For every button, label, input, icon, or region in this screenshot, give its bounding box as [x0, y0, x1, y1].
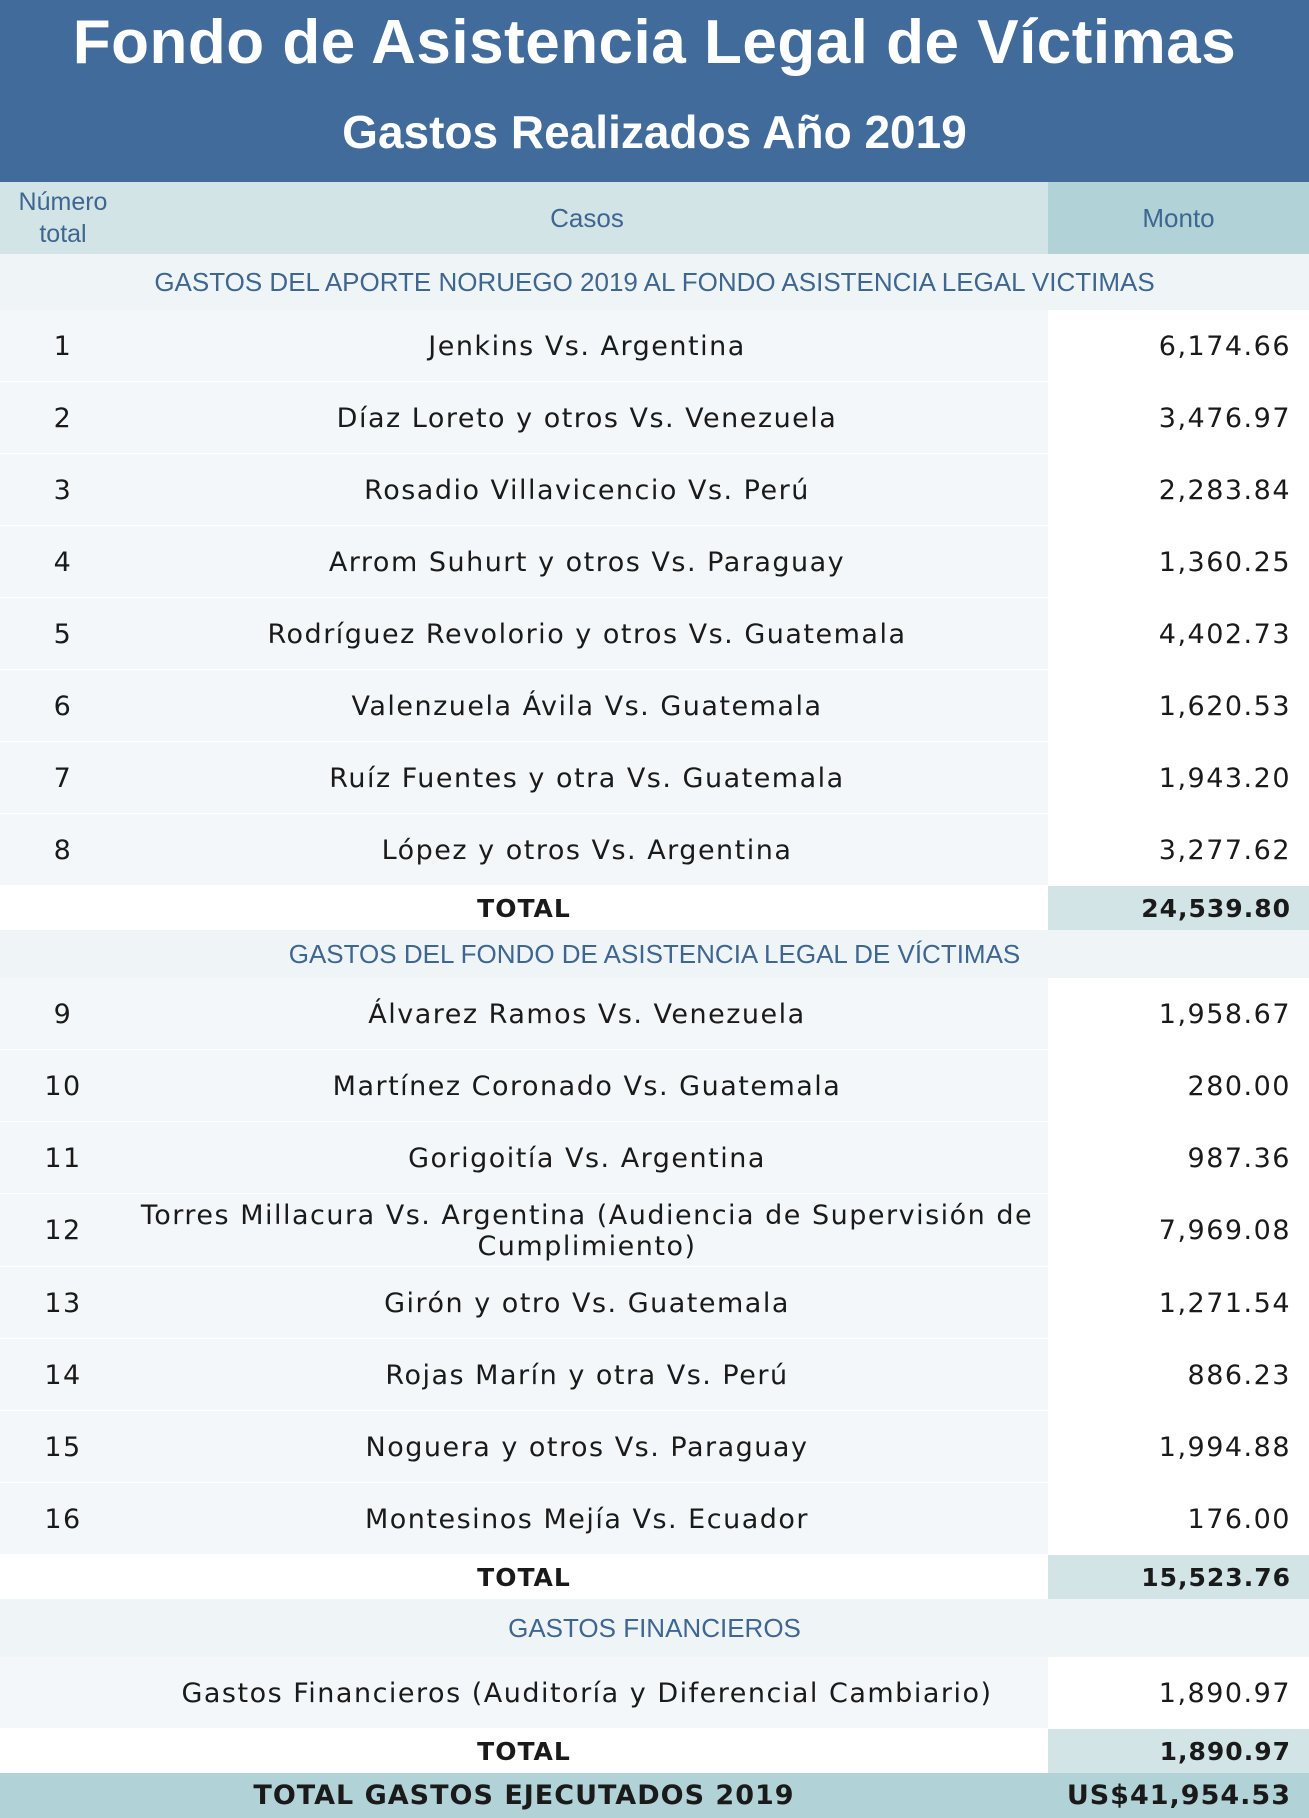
case-amount: 1,620.53: [1048, 670, 1309, 742]
case-name: Martínez Coronado Vs. Guatemala: [126, 1050, 1048, 1122]
table-row: [0, 1483, 1309, 1555]
section-title-row: [0, 1599, 1309, 1657]
case-number: 15: [0, 1411, 126, 1483]
table-row: [0, 670, 1309, 742]
page-subtitle: Gastos Realizados Año 2019: [342, 106, 967, 158]
case-name: Ruíz Fuentes y otra Vs. Guatemala: [126, 742, 1048, 814]
case-amount: 1,958.67: [1048, 978, 1309, 1050]
case-number: [0, 1657, 126, 1729]
case-amount: 1,360.25: [1048, 526, 1309, 598]
case-amount: 1,994.88: [1048, 1411, 1309, 1483]
column-header-number-line1: Número: [18, 188, 108, 216]
case-amount: 7,969.08: [1048, 1194, 1309, 1267]
table-row: [0, 598, 1309, 670]
section-total-row: [0, 1729, 1309, 1773]
column-header-cases: Casos: [126, 182, 1048, 254]
table-row: [0, 978, 1309, 1050]
case-number: 13: [0, 1267, 126, 1339]
table-row: [0, 1657, 1309, 1729]
case-number: 3: [0, 454, 126, 526]
case-name: Álvarez Ramos Vs. Venezuela: [126, 978, 1048, 1050]
grand-total-label: TOTAL GASTOS EJECUTADOS 2019: [0, 1773, 1048, 1818]
case-amount: 886.23: [1048, 1339, 1309, 1411]
case-amount: 2,283.84: [1048, 454, 1309, 526]
case-amount: 3,476.97: [1048, 382, 1309, 454]
table-row: [0, 1339, 1309, 1411]
case-name: Noguera y otros Vs. Paraguay: [126, 1411, 1048, 1483]
section-title: GASTOS DEL APORTE NORUEGO 2019 AL FONDO ASISTENCIA LEGAL VICTIMAS: [154, 266, 1155, 297]
case-number: 4: [0, 526, 126, 598]
header-banner: [0, 0, 1309, 182]
page-title: Fondo de Asistencia Legal de Víctimas: [72, 8, 1237, 77]
case-number: 2: [0, 382, 126, 454]
case-amount: 3,277.62: [1048, 814, 1309, 886]
table-row: [0, 1122, 1309, 1194]
section-title-row: [0, 254, 1309, 310]
case-number: 7: [0, 742, 126, 814]
case-number: 12: [0, 1194, 126, 1267]
section-title: GASTOS FINANCIEROS: [508, 1612, 801, 1643]
section-total-amount: 24,539.80: [1048, 886, 1309, 930]
case-number: 1: [0, 310, 126, 382]
table-row: [0, 526, 1309, 598]
case-amount: 280.00: [1048, 1050, 1309, 1122]
case-name: Rosadio Villavicencio Vs. Perú: [126, 454, 1048, 526]
case-name: Torres Millacura Vs. Argentina (Audiencia de Supervisión de Cumplimiento): [126, 1194, 1048, 1267]
section-total-row: [0, 886, 1309, 930]
case-name: Gastos Financieros (Auditoría y Diferencial Cambiario): [126, 1657, 1048, 1729]
column-header-number-line2: total: [39, 220, 87, 248]
grand-total-row: [0, 1773, 1309, 1818]
case-number: 5: [0, 598, 126, 670]
case-name: Montesinos Mejía Vs. Ecuador: [126, 1483, 1048, 1555]
case-name: Rojas Marín y otra Vs. Perú: [126, 1339, 1048, 1411]
case-name: Jenkins Vs. Argentina: [126, 310, 1048, 382]
case-number: 16: [0, 1483, 126, 1555]
case-name: Gorigoitía Vs. Argentina: [126, 1122, 1048, 1194]
section-total-label: TOTAL: [477, 1736, 571, 1766]
case-number: 14: [0, 1339, 126, 1411]
case-number: 8: [0, 814, 126, 886]
case-amount: 987.36: [1048, 1122, 1309, 1194]
case-name: Girón y otro Vs. Guatemala: [126, 1267, 1048, 1339]
section-title: GASTOS DEL FONDO DE ASISTENCIA LEGAL DE VÍCTIMAS: [288, 938, 1021, 969]
section-total-label: TOTAL: [477, 893, 571, 923]
case-number: 6: [0, 670, 126, 742]
case-name: Valenzuela Ávila Vs. Guatemala: [126, 670, 1048, 742]
column-header-amount: Monto: [1048, 182, 1309, 254]
case-name: Rodríguez Revolorio y otros Vs. Guatemala: [126, 598, 1048, 670]
column-header-row: [0, 182, 1309, 254]
section-total-label: TOTAL: [477, 1562, 571, 1592]
case-amount: 1,271.54: [1048, 1267, 1309, 1339]
table-row: [0, 382, 1309, 454]
case-amount: 6,174.66: [1048, 310, 1309, 382]
section-total-amount: 15,523.76: [1048, 1555, 1309, 1599]
table-row: [0, 454, 1309, 526]
case-name: López y otros Vs. Argentina: [126, 814, 1048, 886]
column-header-number: [0, 182, 126, 254]
table-row: [0, 742, 1309, 814]
case-name: Díaz Loreto y otros Vs. Venezuela: [126, 382, 1048, 454]
table-row: [0, 1411, 1309, 1483]
case-number: 11: [0, 1122, 126, 1194]
table-row: [0, 1267, 1309, 1339]
section-title-row: [0, 930, 1309, 978]
table-row: [0, 1194, 1309, 1267]
case-amount: 4,402.73: [1048, 598, 1309, 670]
case-amount: 1,890.97: [1048, 1657, 1309, 1729]
table-row: [0, 814, 1309, 886]
section-total-amount: 1,890.97: [1048, 1729, 1309, 1773]
grand-total-amount: US$41,954.53: [1048, 1773, 1309, 1818]
case-amount: 1,943.20: [1048, 742, 1309, 814]
table-row: [0, 310, 1309, 382]
case-number: 9: [0, 978, 126, 1050]
case-number: 10: [0, 1050, 126, 1122]
case-name: Arrom Suhurt y otros Vs. Paraguay: [126, 526, 1048, 598]
section-total-row: [0, 1555, 1309, 1599]
table-row: [0, 1050, 1309, 1122]
case-amount: 176.00: [1048, 1483, 1309, 1555]
